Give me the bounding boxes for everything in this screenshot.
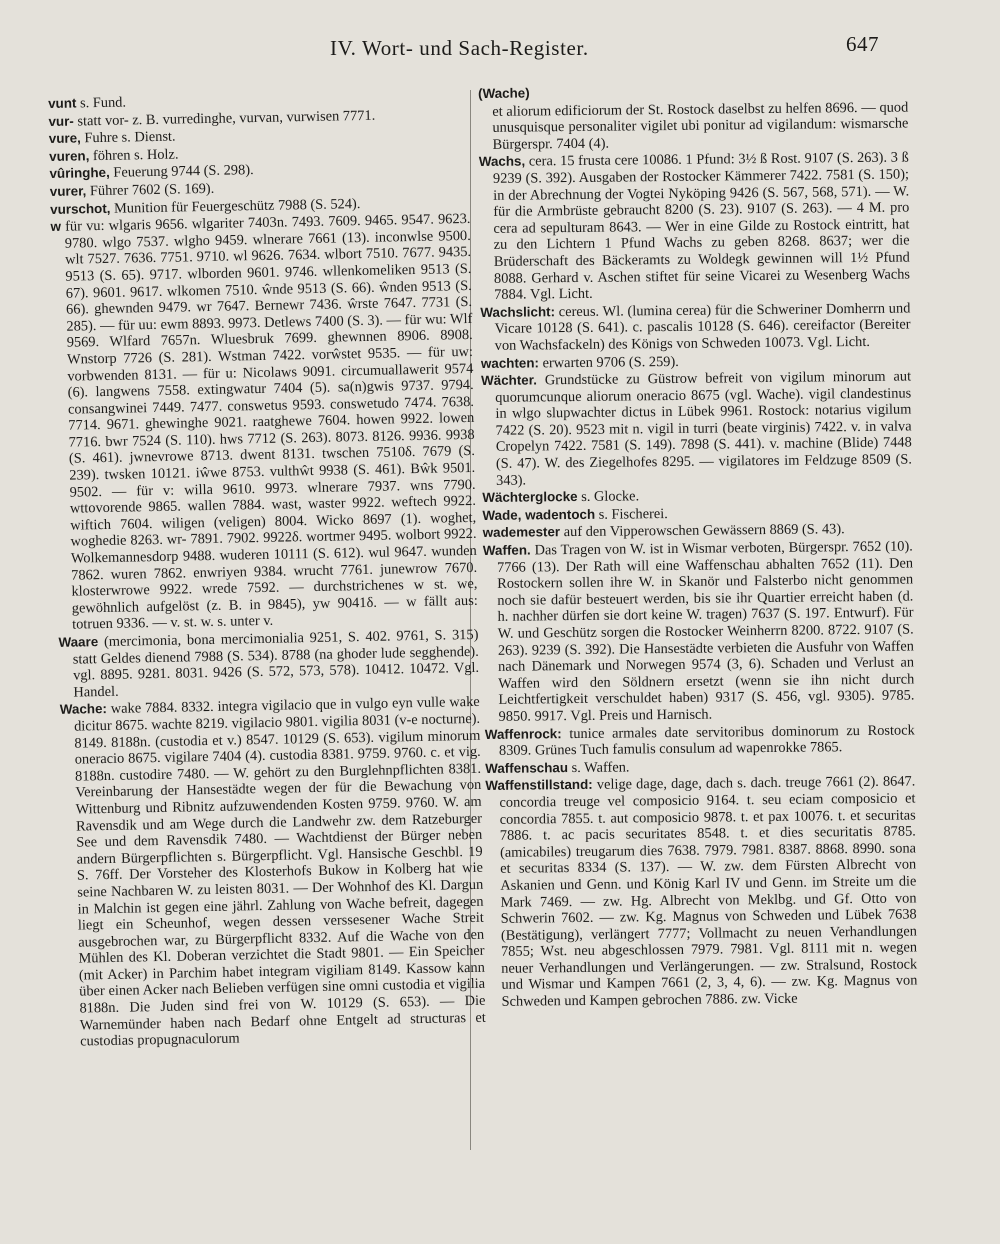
entry-text: s. Waffen. bbox=[571, 759, 630, 776]
entry-headword: wachten: bbox=[480, 354, 540, 371]
entry-headword: Waffen. bbox=[482, 542, 531, 559]
index-entry bbox=[481, 369, 912, 490]
entry-text: tunice armales date servitoribus dominorum zu Rostock 8309. Grünes Tuch famulis consulum ad wapenrokke 7865. bbox=[498, 722, 915, 759]
entry-text: auf den Vipperowschen Gewässern 8869 (S. 43). bbox=[563, 521, 845, 541]
entry-text: s. Fischerei. bbox=[598, 505, 668, 523]
index-entry bbox=[60, 694, 487, 1050]
index-entry bbox=[50, 211, 478, 634]
index-entry bbox=[480, 300, 910, 354]
entry-text: Feuerung 9744 (S. 298). bbox=[113, 162, 254, 182]
entry-headword: vûringhe, bbox=[49, 165, 110, 182]
entry-text: Grundstücke zu Güstrow befreit von vigilum minorum aut quorumcunque aliorum oneracio 8675 (vgl. Wache). vigil clandestinus in wlgo slupwachter dictus in Lübek 9961. Rostock: notarius vigilum 7422 (S. 20). 9523 mit n. vigil in turri (beate virginis) 7422. v. in valva Cropelyn 7422. 7581 (S. 149). 7898 (S. 441). v. machine (Blide) 7448 (S. 47). W. des Ziegelhofes 8295. — vigilatores im Feldzuge 8509 (S. 343). bbox=[495, 368, 913, 489]
entry-text: (mercimonia, bona mercimonialia 9251, S. 402. 9761, S. 315) statt Geldes dienend 7988 (S. 534). 8788 (na ghoder lude segghende). vgl. 8895. 9281. 8031. 9426 (S. 572, 573, 578). 10412. 10472. Vgl. Handel. bbox=[72, 626, 480, 701]
entry-headword: wademester bbox=[482, 524, 561, 541]
entry-headword: vuren, bbox=[49, 148, 90, 164]
entry-text: wake 7884. 8332. integra vigilacio que in vulgo eyn vulle wake dicitur 8675. wachte 8219. vigilacio 9801. vigilia 8031 (v-e nocturne). 8149. 8188n. (custodia et v.) 8547. 10129 (S. 653). vigilum minorum oneracio 8675. vigilare 7404 (4). custodia 8381. 9759. 9760. c. et vig. 8188n. custodire 7480. — W. gehört zu den Burglehnpflichten 8381. Vereinbarung der Hansestädte wegen der für die Bewachung von Wittenburg und Ribnitz aufzuwendenden Kosten 9759. 9760. W. am Ravensdik und am Wege durch die Landwehr zw. dem Ratzeburger See und dem Ravensdik 7480. — Wachtdienst der Bürger neben andern Bürgerpflichten s. Bürgerpflicht. Vgl. Hansische Geschbl. 19 S. 76ff. Der Vorsteher des Klosterhofs Bukow in Kolberg hat wie seine Nachbaren W. zu leisten 8031. — Der Wohnhof des Kl. Dargun in Malchin ist gegen eine jährl. Zahlung von Wache befreit, dagegen liegt ein Scheunhof, wegen dessen verssesener Wache Streit ausgebrochen war, zu Bürgerpflicht 8332. Auf die Wache von den Mühlen des Kl. Doberan verzichtet die Stadt 9801. — Ein Speicher (mit Acker) in Parchim habet integram vigiliam 8149. Kassow kann über einen Acker nach Belieben verfügen sine omni custodia et vigilia 8188n. Die Juden sind frei von W. 10129 (S. 653). — Die Warnemünder haben nach Bedarf ohne Entgelt ad structuras et custodias propugnaculorum bbox=[73, 694, 486, 1050]
entry-text: velige dage, dage, dach s. dach. treuge 7661 (2). 8647. concordia treuge vel composicio 9164. t. seu eciam composicio et concordia 7855. t. aut composicio 9878. t. et pax 10076. t. et securitas 7886. t. ac pacis securitates 8548. t. et dies securitatis 8785. (amicabiles) treugarum dies 7638. 7979. 7981. 8387. 8868. 8990. sona et securitas 8334 (S. 137). — W. zw. dem Fürsten Albrecht von Askanien und Genn. und König Karl IV und Genn. im Streite um die Mark 7469. — zw. Hg. Albrecht von Meklbg. und Gf. Otto von Schwerin 7602. — zw. Kg. Magnus von Schweden und Lübek 7638 (Bestätigung), verlängert 7777; Vollmacht zu neuen Verhandlungen 7855; Wst. neu abgeschlossen 7979. 7981. Vgl. 8111 mit n. wegen neuer Verhandlungen und Verlängerungen. — zw. Stralsund, Rostock und Wismar und Kampen 7661 (2, 3, 4, 6). — zw. Kg. Magnus von Schweden und Kampen gebrochen 7886. zw. Vicke bbox=[499, 773, 918, 1010]
index-entry bbox=[479, 150, 911, 304]
entry-text: föhren s. Holz. bbox=[92, 146, 179, 164]
entry-headword: Waffenstillstand: bbox=[485, 777, 593, 794]
index-entry bbox=[483, 539, 915, 726]
entry-headword: (Wache) bbox=[478, 85, 530, 101]
index-entry bbox=[485, 722, 915, 760]
entry-text: cereus. Wl. (lumina cerea) für die Schweriner Domherrn und Vicare 10128 (S. 641). c. pascalis 10128 (S. 646). cereifactor (Bereiter von Wachsfackeln) des Königs von Schweden 10073. Vgl. Licht. bbox=[494, 300, 911, 354]
entry-text: Munition für Feuergeschütz 7988 (S. 524). bbox=[113, 195, 361, 217]
index-entry bbox=[478, 99, 908, 153]
page-header bbox=[0, 32, 1000, 76]
entry-headword: Wache: bbox=[59, 701, 108, 718]
right-column bbox=[478, 81, 918, 1011]
entry-text: cera. 15 frusta cere 10086. 1 Pfund: 3½ ß Rost. 9107 (S. 263). 3 ß 9239 (S. 392). Ausgaben der Rostocker Kämmerer 7422. 7581 (S. 150); in der Abrechnung der Vogtei Nyköping 9426 (S. 567, 568, 571). — W. für die Armbrüste gebraucht 8200 (S. 23). 9107 (S. 263). — 4 M. pro cera ad sepulturam 8643. — Wer in eine Gilde zu Rostock eintritt, hat zu den Lichtern 1 Pfund Wachs zu geben 8268. 8637; wer die Brüderschaft des Bäckeramts zu Woldegk gewinnen will 1½ Pfund 8088. Gerhard v. Aschen stiftet für seine Vicarei zu Wesenberg Wachs 7884. Vgl. Licht. bbox=[492, 149, 911, 303]
entry-headword: vurer, bbox=[49, 183, 87, 199]
entry-text: et aliorum edificiorum der St. Rostock daselbst zu helfen 8696. — quod unusquisque personaliter vigilet ubi ponitur ad vigilandum: wismarsche Bürgerspr. 7404 (4). bbox=[492, 99, 909, 153]
entry-text: Fuhre s. Dienst. bbox=[84, 128, 176, 147]
entry-headword: Waffenschau bbox=[485, 759, 569, 776]
entry-text: s. Fund. bbox=[79, 94, 127, 112]
page-number: 647 bbox=[846, 32, 879, 56]
entry-headword: Wächterglocke bbox=[482, 489, 578, 506]
page-title: IV. Wort- und Sach-Register. bbox=[330, 36, 589, 60]
entry-headword: vur- bbox=[48, 113, 74, 129]
entry-text: Das Tragen von W. ist in Wismar verboten, Bürgerspr. 7652 (10). 7766 (13). Der Rath will eine Waffenschau abhalten 7652 (11). Den Rostockern sollen ihre W. in Skanör und Falsterbo nicht genommen noch sie dafür besteuert werden, bis sie ihr Quartier erreicht haben (d. h. nachher dürfen sie dort keine W. tragen) 7637 (S. 197. Entwurf). Für W. und Geschütz sorgen die Rostocker Weinherrn 8200. 8722. 9107 (S. 263). 9239 (S. 392). Die Hansestädte verbieten die Ausfuhr von Waffen nach Dänemark und Norwegen 9574 (3, 6). Schaden und Verlust an Waffen wird den Söldnern ersetzt (wenn sie ihn nicht durch Leichtfertigkeit verschuldet haben) 9317 (S. 456, vgl. 9305). 9785. 9850. 9917. Vgl. Preis und Harnisch. bbox=[496, 538, 915, 725]
entry-headword: w bbox=[50, 218, 62, 235]
index-entry bbox=[58, 627, 479, 701]
entry-text: Führer 7602 (S. 169). bbox=[89, 180, 215, 200]
entry-headword: Waffenrock: bbox=[484, 725, 562, 742]
entry-headword: vure, bbox=[48, 130, 81, 147]
entry-text: s. Glocke. bbox=[581, 488, 640, 506]
entry-headword: Wachs, bbox=[478, 153, 526, 170]
entry-headword: vurschot, bbox=[50, 200, 111, 217]
left-column bbox=[48, 88, 486, 1052]
entry-headword: vunt bbox=[48, 95, 77, 111]
entry-headword: Wachslicht: bbox=[480, 303, 556, 320]
entry-headword: Wade, wadentoch bbox=[482, 506, 596, 523]
entry-text: statt vor- z. B. vurredinghe, vurvan, vurwisen 7771. bbox=[77, 107, 376, 130]
entry-headword: Waare bbox=[58, 634, 99, 650]
entry-text: erwarten 9706 (S. 259). bbox=[542, 353, 679, 371]
entry-text: für vu: wlgaris 9656. wlgariter 7403n. 7493. 7609. 9465. 9547. 9623. 9780. wlgo 7537. wlgho 9459. wlnerare 7661 (13). inconwlse 9500. wlt 7527. 7636. 7751. 9710. wl 9626. 7634. wlbort 7510. 7677. 9435. 9513 (S. 65). 9717. wlborden 9601. 9746. wllenkomeliken 9513 (S. 67). 9601. 9617. wlkomen 7510. ŵnde 9513 (S. 66). ŵnden 9513 (S. 66). ghewnden 9479. wr 7647. Bernewr 7436. ŵrste 7647. 7731 (S. 285). — für uu: ewm 8893. 9973. Detlews 7400 (S. 3). — für wu: Wlf 9569. Wlfard 7657n. Wluesbruk 7699. ghewnnen 8906. 8908. Wnstorp 7726 (S. 281). Wstman 7422. vorŵstet 9535. — für uw: vorbwenden 8131. — für u: Nicolaws 9091. circumuallawerit 9574 (6). langwens 7558. extingwatur 7404 (5). sa(n)gwis 9737. 9794. consangwinei 7449. 7477. conswetus 9593. conswetudo 7474. 7638. 7714. 9671. ghewinghe 9021. raatghewe 7604. howen 9922. lowen 7716. bwr 7524 (S. 110). hws 7712 (S. 263). 8073. 8126. 9936. 9938 (S. 461). jwnevrowe 8713. dwent 8131. twschen 7510δ. 7679 (S. 239). twsken 10121. iŵwe 8753. vulthŵt 9938 (S. 461). Bŵk 9501. 9502. — für v: willa 9610. 9973. wlnerare 7937. wns 7790. wttovorende 9865. wallen 7884. wast, waster 9922. weftech 9922. wiftich 7604. wiligen (veligen) 8004. Wicko 8697 (1). woghet, woghedie 8263. wr- 7891. 7902. 9922δ. wortmer 9495. wolbort 9922. Wolkemannesdorp 9488. wuderen 10111 (S. 612). wul 9647. wunden 7862. wuren 7862. enwriyen 9384. wrucht 7761. junewrow 7670. klosterwrowe 9922. wrede 7592. — durchstrichenes w st. we, gewöhnlich aufgelöst (z. B. in 9845), yw 9041δ. — w fällt aus: totruen 9336. — v. st. w. s. unter v. bbox=[64, 211, 478, 634]
entry-headword: Wächter. bbox=[481, 372, 537, 389]
index-entry bbox=[485, 774, 917, 1011]
